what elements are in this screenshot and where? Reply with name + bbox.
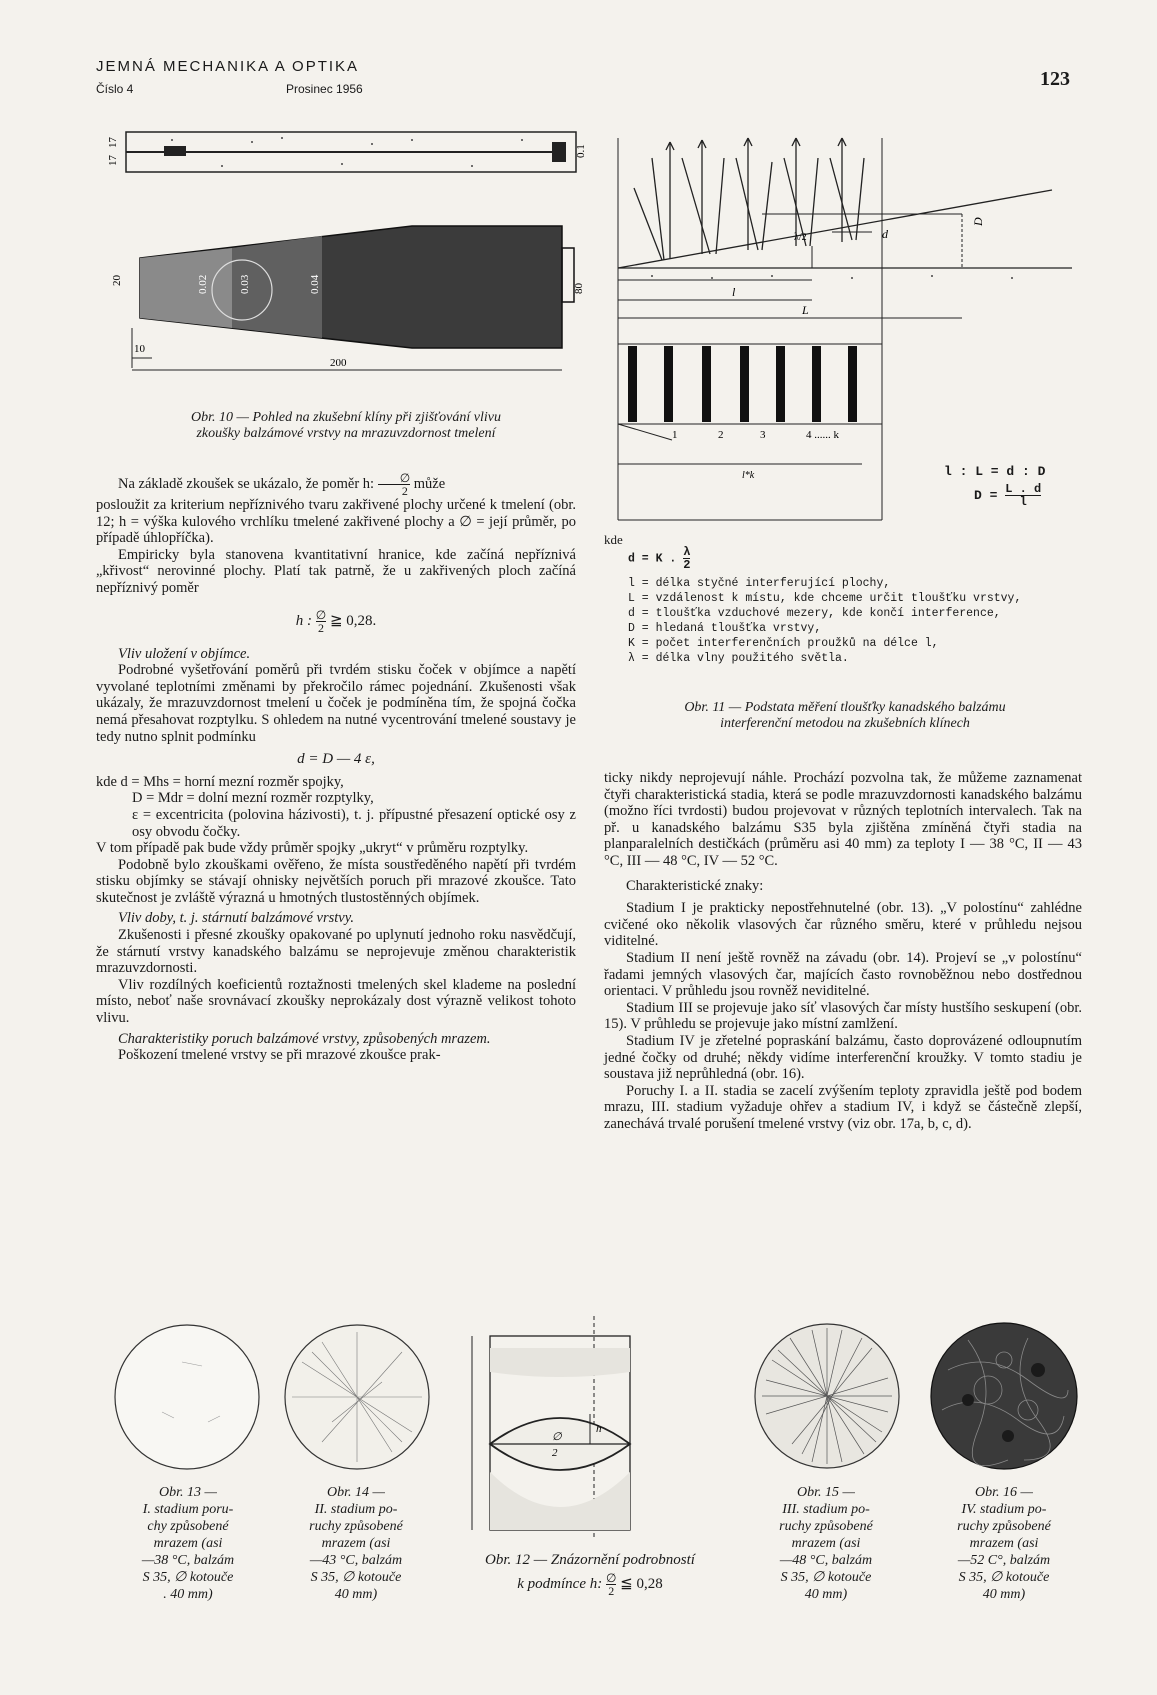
- fig11-label-lambda: λ/2: [794, 232, 807, 243]
- fig16-caption-line: mrazem (asi: [969, 1536, 1039, 1551]
- fig16-caption: [924, 1484, 1084, 1603]
- fig11-formula2-num: L . d: [1005, 482, 1042, 496]
- def-1: kde d = Mhs = horní mezní rozměr spojky,: [96, 773, 344, 790]
- page-number: 123: [1040, 68, 1070, 90]
- left-p1-a: Na základě zkoušek se ukázalo, že poměr h:: [118, 475, 375, 492]
- fig10-dim-17a: 17: [107, 137, 119, 148]
- eq1-num: ∅: [315, 607, 327, 622]
- fig10-dim-200: 200: [330, 357, 347, 369]
- fig14-caption-line: II. stadium po-: [314, 1502, 398, 1517]
- fig13-caption-line: S 35, ∅ kotouče: [142, 1570, 234, 1585]
- fig13-caption-line: mrazem (asi: [153, 1536, 223, 1551]
- fig10-dim-80: 80: [573, 283, 585, 294]
- left-p6: Zkušenosti i přesné zkoušky opakované po uplynutí jednoho roku nasvědčují, že stárnutí vrstvy kanadského balzámu se neprojevuje změnou charakteristik mrazuvzdornosti.: [96, 927, 576, 977]
- fig10-label-002: 0.02: [197, 274, 209, 294]
- heading-vliv-doby: Vliv doby, t. j. stárnutí balzámové vrstvy.: [118, 910, 355, 927]
- fig16-caption-line: —52 C°, balzám: [957, 1553, 1051, 1568]
- fig14-caption-line: —43 °C, balzám: [309, 1553, 403, 1568]
- fig11-label-n4: 4 ...... k: [806, 429, 839, 441]
- fig12-caption-den: 2: [606, 1584, 616, 1597]
- fig11-legend-item: l = délka styčné interferující plochy,: [628, 577, 891, 590]
- fig12-caption-cond: k podmínce h:: [517, 1576, 603, 1592]
- fig11-legend-item: λ = délka vlny použitého světla.: [628, 652, 849, 665]
- def-3: ε = excentricita (polovina házivosti), t. j. přípustné přesazení optické osy z osy obvodu čočky.: [132, 806, 576, 840]
- fig13-caption-line: —38 °C, balzám: [141, 1553, 235, 1568]
- eq1-den: 2: [316, 621, 326, 634]
- figure-12-lens-diagram: [454, 1312, 644, 1540]
- left-p4: V tom případě pak bude vždy průměr spojky „ukryt“ v průměru rozptylky.: [96, 840, 529, 857]
- fig11-kde: kde: [604, 532, 623, 547]
- fig11-legend-item: K = počet interferenčních proužků na délce l,: [628, 637, 939, 650]
- figure-15-stage3-disc: [752, 1320, 902, 1472]
- left-p1-rest: posloužit za kriterium nepříznivého tvaru zakřivené plochy určené k tmelení (obr. 12; h = výška kulového vrchlíku tmelené zakřivené plochy a ∅ = její průměr, po případě úhlopříčka).: [96, 497, 576, 547]
- fig14-caption-line: Obr. 14 —: [327, 1485, 385, 1500]
- fig16-caption-line: ruchy způsobené: [957, 1519, 1051, 1534]
- fig15-caption-line: S 35, ∅ kotouče: [780, 1570, 872, 1585]
- fig13-caption-line: Obr. 13 —: [159, 1485, 217, 1500]
- left-p1-frac-num: ∅: [399, 471, 411, 485]
- fig11-label-d: d: [882, 227, 888, 241]
- fig10-label-003: 0.03: [239, 274, 251, 294]
- left-p1-frac-den: 2: [378, 484, 410, 497]
- right-p2: Charakteristické znaky:: [626, 877, 764, 894]
- figure-13-stage1-disc: [112, 1322, 262, 1472]
- fig11-label-L: L: [802, 303, 809, 317]
- fig12-label-phi: ∅: [552, 1431, 562, 1443]
- issue-date: Prosinec 1956: [286, 82, 363, 96]
- right-p4: Stadium II není ještě rovněž na závadu (obr. 14). Projeví se „v polostínu“ řadami jemných vlasových čar, majících často rovnoběžnou nebo dostřednou orientaci. V průhledu jsou rovněž neviditelné.: [604, 949, 1082, 1000]
- left-p8: Poškození tmelené vrstvy se při mrazové zkoušce prak-: [118, 1047, 441, 1064]
- fig11-legend-item: d = tloušťka vzduchové mezery, kde končí interference,: [628, 607, 1001, 620]
- journal-title: JEMNÁ MECHANIKA A OPTIKA: [96, 58, 360, 75]
- fig15-caption-line: Obr. 15 —: [797, 1485, 855, 1500]
- fig16-caption-line: 40 mm): [982, 1587, 1026, 1602]
- fig13-caption-line: . 40 mm): [163, 1587, 213, 1602]
- right-column: [604, 770, 1082, 1132]
- fig16-caption-line: IV. stadium po-: [961, 1502, 1047, 1517]
- fig14-caption-line: mrazem (asi: [321, 1536, 391, 1551]
- fig14-caption: [276, 1484, 436, 1603]
- fig14-caption-line: S 35, ∅ kotouče: [310, 1570, 402, 1585]
- fig11-legend-item: L = vzdálenost k místu, kde chceme určit tloušťku vrstvy,: [628, 592, 1022, 605]
- fig14-caption-line: ruchy způsobené: [309, 1519, 403, 1534]
- left-p2: Empiricky byla stanovena kvantitativní hranice, kde začíná nepříznivá „křivost“ nerovinné plochy. Platí tak patrně, že u zakřivených ploch začíná nepříznivý poměr: [96, 546, 576, 596]
- fig12-caption-right: ≦ 0,28: [620, 1576, 663, 1592]
- fig11-formula2-left: D =: [974, 487, 998, 503]
- fig15-caption-line: 40 mm): [804, 1587, 848, 1602]
- left-p1-b: může: [413, 475, 446, 492]
- left-column: [96, 472, 576, 1064]
- fig12-label-2: 2: [552, 1447, 558, 1459]
- heading-charakteristiky: Charakteristiky poruch balzámové vrstvy, způsobených mrazem.: [118, 1030, 491, 1047]
- fig11-label-lk: l*k: [742, 470, 755, 481]
- fig10-dim-01: 0.1: [575, 144, 587, 158]
- right-p6: Stadium IV je zřetelné popraskání balzámu, často doprovázené odloupnutím jedné čočky od druhé; někdy vidíme interferenční kroužky. V tomto stadiu je soustava již neprůhledná (obr. 16).: [604, 1032, 1082, 1083]
- issue-number: Číslo 4: [96, 82, 134, 96]
- figure-10-wedges: [107, 118, 588, 408]
- fig11-label-n2: 2: [718, 429, 724, 441]
- fig11-d-eq-left: d = K .: [628, 552, 677, 566]
- eq1-left: h :: [295, 612, 312, 629]
- fig13-caption: [108, 1484, 268, 1603]
- right-p7: Poruchy I. a II. stadia se zacelí zvýšením teploty zpravidla ještě pod bodem mrazu, III. stadium vyžaduje ohřev a stadium IV, i když se částečně zlepší, zanechává trvalé porušení tmelené vrstvy (viz obr. 17a, b, c, d).: [604, 1082, 1082, 1132]
- fig11-caption-line1: Obr. 11 — Podstata měření tloušťky kanadského balzámu: [684, 700, 1006, 715]
- fig15-caption-line: ruchy způsobené: [779, 1519, 873, 1534]
- fig10-caption-line1: Obr. 10 — Pohled na zkušební klíny při zjišťování vlivu: [191, 410, 501, 425]
- left-p3: Podrobné vyšetřování poměrů při tvrdém stisku čoček v objímce a napětí vyvolané teplotními změnami by překročilo rámec pojednání. Zkušenosti však ukázaly, že mrazuvzdornost tmelení u čoček je podmíněna tím, že spojná čočka nemá přesahovat rozptylku. S ohledem na nutné vycentrování tmelené soustavy je tedy nutno splnit podmínku: [96, 662, 576, 745]
- fig14-caption-line: 40 mm): [334, 1587, 378, 1602]
- right-p5: Stadium III se projevuje jako síť vlasových čar místy hustšího seskupení (obr. 15). V průhledu se projevuje jako místní zamlžení.: [604, 999, 1082, 1033]
- figure-16-stage4-disc: [928, 1320, 1080, 1472]
- left-p7: Vliv rozdílných koeficientů roztažnosti tmelených skel klademe na poslední místo, neboť naše srovnávací zkoušky neprokázaly dost výrazně velikost tohoto vlivu.: [96, 976, 576, 1027]
- fig12-caption-line1: Obr. 12 — Znázornění podrobností: [485, 1552, 695, 1568]
- right-p1: ticky nikdy neprojevují náhle. Prochází pozvolna tak, že můžeme zaznamenat čtyři charakteristická stadia, která se podle mrazuvzdornosti kanadského balzámu (možno říci tvrdosti) budou projevovat v různých teplotních intervalech. Tak na př. u kanadského balzámu S35 byla zjištěna zmíněná čtyři stadia na planparalelních destičkách (průměru asi 40 mm) za teploty I — 38 °C, II — 43 °C, III — 48 °C, IV — 52 °C.: [604, 770, 1082, 869]
- fig13-caption-line: I. stadium poru-: [142, 1502, 234, 1517]
- fig15-caption-line: III. stadium po-: [782, 1502, 870, 1517]
- fig12-label-h: h: [596, 1423, 602, 1435]
- fig10-dim-10: 10: [134, 343, 145, 355]
- fig16-caption-line: S 35, ∅ kotouče: [958, 1570, 1050, 1585]
- fig15-caption: [746, 1484, 906, 1603]
- right-p3: Stadium I je prakticky nepostřehnutelné (obr. 13). „V polostínu“ zahlédne cvičené oko několik vlasových čar různého směru, které v průhledu nejsou viditelné.: [604, 900, 1082, 950]
- fig10-dim-20: 20: [111, 275, 123, 286]
- fig11-caption-line2: interferenční metodou na zkušebních klínech: [720, 716, 970, 731]
- eq2: d = D — 4 ε,: [297, 751, 375, 768]
- fig10-caption-line2: zkoušky balzámové vrstvy na mrazuvzdornost tmelení: [196, 426, 496, 441]
- fig12-caption-num: ∅: [605, 1571, 617, 1586]
- fig15-caption-line: mrazem (asi: [791, 1536, 861, 1551]
- eq1-right: ≧ 0,28.: [329, 612, 377, 629]
- fig11-label-n1: 1: [672, 429, 678, 441]
- fig13-caption-line: chy způsobené: [147, 1519, 229, 1534]
- fig15-caption-line: —48 °C, balzám: [779, 1553, 873, 1568]
- fig11-label-n3: 3: [760, 429, 766, 441]
- fig11-legend-item: D = hledaná tloušťka vrstvy,: [628, 622, 822, 635]
- fig10-label-004: 0.04: [309, 274, 321, 294]
- fig11-d-eq-num: λ: [683, 545, 691, 559]
- left-p5: Podobně bylo zkouškami ověřeno, že místa soustředěného napětí při tvrdém stisku objímky se stávají ohnisky největších poruch při mrazové zkoušce. Tato skutečnost je zvláště výrazná u hmotných tlustostěnných objímek.: [96, 856, 576, 906]
- fig12-caption: [430, 1548, 750, 1597]
- fig10-dim-17b: 17: [107, 155, 119, 166]
- fig16-caption-line: Obr. 16 —: [975, 1485, 1033, 1500]
- fig11-label-l: l: [732, 285, 736, 299]
- fig11-formula1: l : L = d : D: [944, 464, 1046, 479]
- fig11-formula2-den: l: [1005, 495, 1041, 508]
- fig11-d-eq-den: 2: [683, 558, 691, 572]
- figure-14-stage2-disc: [282, 1322, 432, 1472]
- heading-vliv-ulozeni: Vliv uložení v objímce.: [118, 645, 251, 662]
- def-2: D = Mdr = dolní mezní rozměr rozptylky,: [132, 790, 374, 807]
- fig11-label-D: D: [971, 217, 985, 226]
